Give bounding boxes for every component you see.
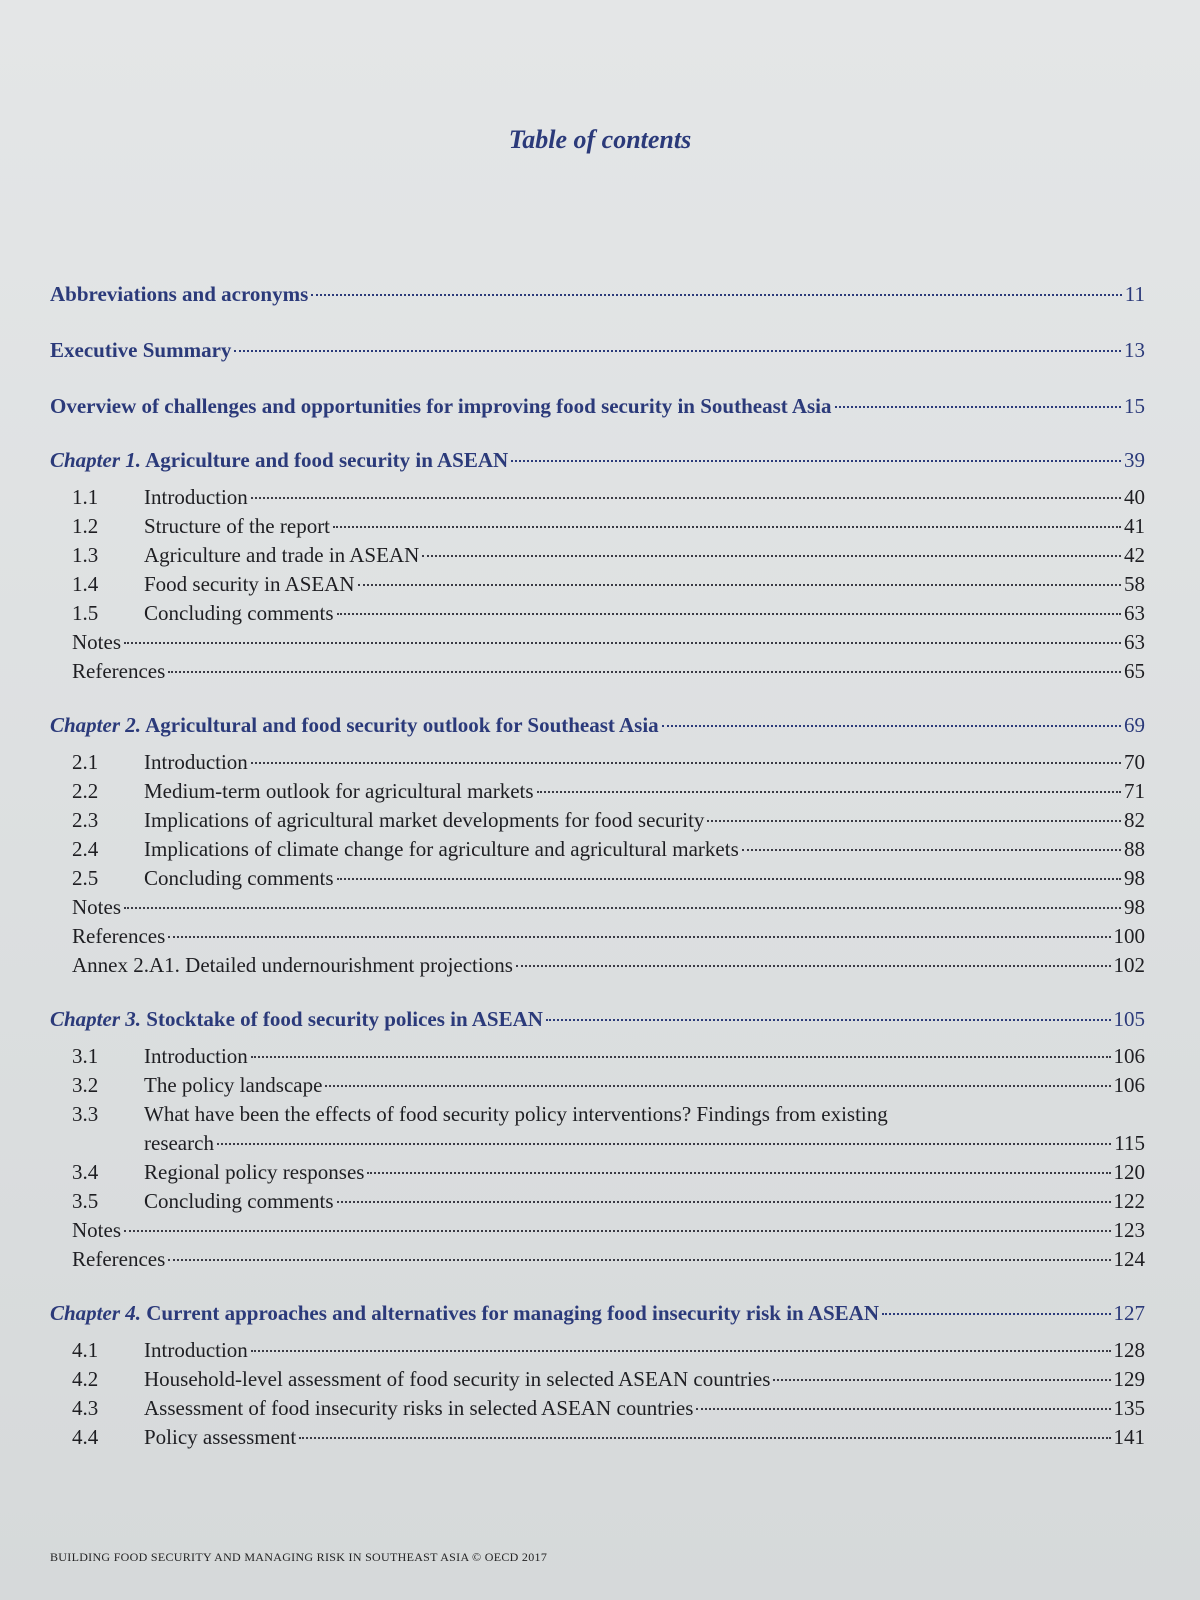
section-number: 1.4 [72,572,99,596]
dot-leader [251,1350,1111,1352]
toc-entry-section[interactable] [50,541,1145,570]
chapter-title: Current approaches and alternatives for managing food insecurity risk in ASEAN [146,1301,879,1325]
section-number: 4.1 [72,1338,99,1362]
toc-page-number: 11 [1124,282,1145,306]
dot-leader [251,1056,1111,1058]
section-title: Implications of climate change for agriculture and agricultural markets [144,837,739,861]
toc-entry-section[interactable] [50,1158,1145,1187]
dot-leader [882,1313,1111,1315]
section-number: 2.4 [72,837,99,861]
toc-page-number: 127 [1113,1301,1145,1325]
extra-title: References [72,659,166,683]
dot-leader [251,497,1121,499]
section-title: The policy landscape [144,1073,323,1097]
toc-entry-label: Abbreviations and acronyms [50,282,309,306]
chapter-heading [50,1005,543,1034]
toc-page-number: 98 [1124,895,1145,919]
toc-entry-section[interactable] [50,1365,1145,1394]
dot-leader [422,555,1121,557]
toc-page-number: 58 [1124,572,1145,596]
dot-leader [742,849,1121,851]
section-number: 2.1 [72,750,99,774]
section-number: 1.2 [72,514,99,538]
section-number: 2.3 [72,808,99,832]
extra-title: Notes [72,1218,121,1242]
toc-entry-section[interactable] [50,1187,1145,1216]
toc-entry-section[interactable] [50,1394,1145,1423]
toc-page-number: 123 [1113,1218,1145,1242]
dot-leader [333,526,1121,528]
toc-entry-section[interactable] [50,570,1145,599]
toc-entry-section[interactable] [50,483,1145,512]
chapter-title: Agriculture and food security in ASEAN [145,448,509,472]
section-number: 2.5 [72,866,99,890]
toc-page-number: 135 [1113,1396,1145,1420]
section-title: Policy assessment [144,1425,297,1449]
toc-page-number: 106 [1113,1073,1145,1097]
dot-leader [337,613,1121,615]
toc-page-number: 105 [1113,1007,1145,1031]
toc-page-number: 82 [1124,808,1145,832]
toc-entry-extra[interactable] [50,951,1145,980]
toc-page-number: 88 [1124,837,1145,861]
table-of-contents [50,280,1145,1452]
toc-entry-section[interactable] [50,512,1145,541]
toc-entry-front[interactable] [50,392,1145,421]
toc-entry-section[interactable] [50,806,1145,835]
toc-page-number: 71 [1124,779,1145,803]
dot-leader [311,294,1122,296]
chapter-prefix: Chapter 3. [50,1007,142,1031]
dot-leader [537,791,1121,793]
toc-page-number: 100 [1113,924,1145,948]
toc-page-number: 70 [1124,750,1145,774]
section-title: Structure of the report [144,514,331,538]
dot-leader [168,936,1110,938]
dot-leader [546,1019,1111,1021]
dot-leader [168,671,1121,673]
toc-entry-label: Executive Summary [50,338,232,362]
dot-leader [299,1437,1110,1439]
toc-page-number: 141 [1113,1425,1145,1449]
toc-entry-section[interactable] [50,1042,1145,1071]
toc-entry-section[interactable] [50,748,1145,777]
toc-page-number: 120 [1113,1160,1145,1184]
toc-page-number: 39 [1124,448,1145,472]
toc-entry-extra[interactable] [50,1245,1145,1274]
toc-entry-front[interactable] [50,336,1145,365]
toc-page-number: 102 [1113,953,1145,977]
toc-entry-section[interactable] [50,1071,1145,1100]
dot-leader [337,1201,1111,1203]
toc-entry-section[interactable] [50,1423,1145,1452]
section-number: 3.2 [72,1073,99,1097]
dot-leader [124,907,1121,909]
toc-entry-front[interactable] [50,280,1145,309]
chapter-heading [50,446,508,475]
dot-leader [511,460,1121,462]
toc-page-number: 42 [1124,543,1145,567]
section-title: Introduction [144,485,248,509]
dot-leader [325,1085,1110,1087]
dot-leader [124,1230,1111,1232]
section-title: Concluding comments [144,1189,334,1213]
dot-leader [835,406,1121,408]
section-title-continued: research [144,1131,214,1155]
page-title: Table of contents [508,125,692,154]
extra-title: Notes [72,895,121,919]
toc-page-number: 124 [1113,1247,1145,1271]
dot-leader [662,725,1121,727]
toc-entry-section[interactable] [50,777,1145,806]
toc-entry-section-continued[interactable] [50,1129,1145,1158]
dot-leader [234,350,1121,352]
toc-page-number: 13 [1124,338,1145,362]
toc-page-number: 129 [1113,1367,1145,1391]
section-title: Agriculture and trade in ASEAN [144,543,420,567]
chapter-title: Agricultural and food security outlook for Southeast Asia [145,713,659,737]
section-title: Regional policy responses [144,1160,365,1184]
dot-leader [124,642,1121,644]
section-title: Introduction [144,1338,248,1362]
toc-entry-extra[interactable] [50,1216,1145,1245]
toc-entry-extra[interactable] [50,922,1145,951]
toc-entry-section[interactable] [50,1100,1145,1129]
section-number: 3.5 [72,1189,99,1213]
toc-entry-section[interactable] [50,599,1145,628]
toc-entry-extra[interactable] [50,657,1145,686]
section-number: 4.2 [72,1367,99,1391]
section-title: Concluding comments [144,601,334,625]
extra-title: Notes [72,630,121,654]
chapter-title: Stocktake of food security polices in ASEAN [146,1007,543,1031]
toc-page-number: 128 [1113,1338,1145,1362]
chapter-heading [50,1299,879,1328]
toc-entry-chapter[interactable] [50,1005,1145,1034]
dot-leader [696,1408,1110,1410]
toc-page-number: 63 [1124,601,1145,625]
section-number: 3.3 [72,1102,99,1126]
chapter-prefix: Chapter 4. [50,1301,142,1325]
section-number: 1.1 [72,485,99,509]
section-number: 2.2 [72,779,99,803]
toc-entry-extra[interactable] [50,628,1145,657]
section-number: 1.5 [72,601,99,625]
section-title: Household-level assessment of food security in selected ASEAN countries [144,1367,771,1391]
dot-leader [516,965,1111,967]
toc-page-number: 40 [1124,485,1145,509]
toc-entry-chapter[interactable] [50,446,1145,475]
dot-leader [367,1172,1110,1174]
toc-entry-chapter[interactable] [50,711,1145,740]
chapter-heading [50,711,659,740]
toc-page-number: 98 [1124,866,1145,890]
toc-page-number: 15 [1124,394,1145,418]
dot-leader [217,1143,1111,1145]
section-title: Food security in ASEAN [144,572,355,596]
toc-page-number: 122 [1113,1189,1145,1213]
section-number: 3.1 [72,1044,99,1068]
section-title: Introduction [144,1044,248,1068]
chapter-prefix: Chapter 1. [50,448,142,472]
extra-title: Annex 2.A1. Detailed undernourishment projections [72,953,513,977]
extra-title: References [72,1247,166,1271]
page-footer: BUILDING FOOD SECURITY AND MANAGING RISK IN SOUTHEAST ASIA © OECD 2017 [50,1550,548,1564]
section-title: Concluding comments [144,866,334,890]
chapter-prefix: Chapter 2. [50,713,142,737]
toc-entry-extra[interactable] [50,893,1145,922]
toc-entry-section[interactable] [50,1336,1145,1365]
toc-entry-section[interactable] [50,835,1145,864]
toc-page-number: 69 [1124,713,1145,737]
section-title: What have been the effects of food security policy interventions? Findings from existing [144,1102,888,1126]
section-number: 1.3 [72,543,99,567]
toc-page-number: 106 [1113,1044,1145,1068]
dot-leader [358,584,1121,586]
section-number: 4.3 [72,1396,99,1420]
dot-leader [168,1259,1110,1261]
toc-page-number: 41 [1124,514,1145,538]
dot-leader [773,1379,1110,1381]
dot-leader [337,878,1121,880]
toc-page-number: 115 [1114,1131,1145,1155]
section-title: Assessment of food insecurity risks in selected ASEAN countries [144,1396,694,1420]
dot-leader [251,762,1121,764]
toc-entry-section[interactable] [50,864,1145,893]
section-title: Introduction [144,750,248,774]
toc-page-number: 63 [1124,630,1145,654]
toc-entry-chapter[interactable] [50,1299,1145,1328]
extra-title: References [72,924,166,948]
section-title: Implications of agricultural market developments for food security [144,808,705,832]
dot-leader [707,820,1121,822]
section-number: 3.4 [72,1160,99,1184]
toc-entry-label: Overview of challenges and opportunities for improving food security in Southeast Asia [50,394,832,418]
section-number: 4.4 [72,1425,99,1449]
toc-page-number: 65 [1124,659,1145,683]
section-title: Medium-term outlook for agricultural markets [144,779,534,803]
